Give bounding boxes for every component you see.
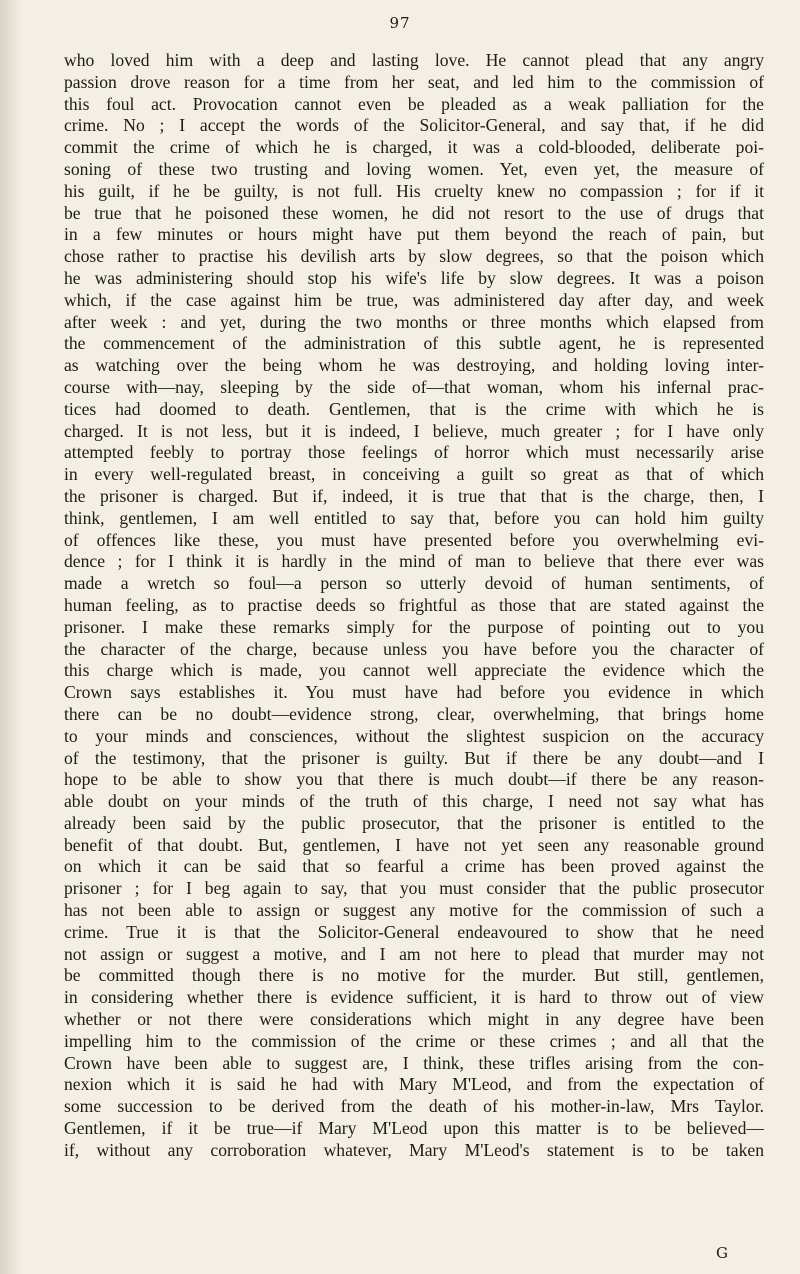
text-line: his guilt, if he be guilty, is not full. His cruelty knew no compassion ; for if it [64,180,764,201]
text-line: made a wretch so foul—a person so utterly devoid of human sentiments, of [64,573,764,594]
text-line: already been said by the public prosecutor, that the prisoner is entitled to the [64,812,764,833]
text-line: nexion which it is said he had with Mary M'Leod, and from the expectation of [64,1074,764,1095]
text-line: attempted feebly to portray those feelings of horror which must necessarily arise [64,442,764,463]
text-line: on which it can be said that so fearful a crime has been proved against the [64,856,764,877]
text-line: human feeling, as to practise deeds so frightful as those that are stated against the [64,594,764,615]
text-line: charged. It is not less, but it is indeed, I believe, much greater ; for I have only [64,420,764,441]
body-text [64,50,764,1162]
text-line: the character of the charge, because unless you have before you the character of [64,638,764,659]
text-line: not assign or suggest a motive, and I am not here to plead that murder may not [64,943,764,964]
text-line: if, without any corroboration whatever, Mary M'Leod's statement is to be taken [64,1139,764,1160]
text-line: some succession to be derived from the death of his mother-in-law, Mrs Taylor. [64,1096,764,1117]
text-line: prisoner. I make these remarks simply for the purpose of pointing out to you [64,616,764,637]
text-line: chose rather to practise his devilish arts by slow degrees, so that the poison which [64,246,764,267]
text-line: soning of these two trusting and loving women. Yet, even yet, the measure of [64,158,764,179]
text-line: tices had doomed to death. Gentlemen, that is the crime with which he is [64,398,764,419]
text-line: crime. No ; I accept the words of the Solicitor-General, and say that, if he did [64,115,764,136]
text-line: be true that he poisoned these women, he did not resort to the use of drugs that [64,202,764,223]
page-number: 97 [389,14,411,32]
text-line: this charge which is made, you cannot well appreciate the evidence which the [64,660,764,681]
text-line: which, if the case against him be true, was administered day after day, and week [64,289,764,310]
text-line: in every well-regulated breast, in conceiving a guilt so great as that of which [64,464,764,485]
text-line: the commencement of the administration of this subtle agent, he is represented [64,333,764,354]
signature-mark: G [716,1244,728,1262]
text-line: impelling him to the commission of the crime or these crimes ; and all that the [64,1030,764,1051]
text-line: he was administering should stop his wife's life by slow degrees. It was a poison [64,267,764,288]
text-line: be committed though there is no motive for the murder. But still, gentlemen, [64,965,764,986]
text-line: able doubt on your minds of the truth of this charge, I need not say what has [64,791,764,812]
text-line: this foul act. Provocation cannot even be pleaded as a weak palliation for the [64,93,764,114]
text-line: commit the crime of which he is charged, it was a cold-blooded, deliberate poi- [64,137,764,158]
text-line: whether or not there were considerations which might in any degree have been [64,1009,764,1030]
text-line: Crown says establishes it. You must have had before you evidence in which [64,682,764,703]
text-line: Gentlemen, if it be true—if Mary M'Leod upon this matter is to be believed— [64,1118,764,1139]
text-line: of the testimony, that the prisoner is guilty. But if there be any doubt—and I [64,747,764,768]
text-line: of offences like these, you must have presented before you overwhelming evi- [64,529,764,550]
text-line: dence ; for I think it is hardly in the mind of man to believe that there ever was [64,551,764,572]
text-line: who loved him with a deep and lasting love. He cannot plead that any angry [64,50,764,70]
text-line: course with—nay, sleeping by the side of—that woman, whom his infernal prac- [64,376,764,397]
text-line: passion drove reason for a time from her seat, and led him to the commission of [64,71,764,92]
text-line: hope to be able to show you that there is much doubt—if there be any reason- [64,769,764,790]
text-line: has not been able to assign or suggest any motive for the commission of such a [64,900,764,921]
text-line: after week : and yet, during the two months or three months which elapsed from [64,311,764,332]
text-line: think, gentlemen, I am well entitled to say that, before you can hold him guilty [64,507,764,528]
text-line: to your minds and consciences, without the slightest suspicion on the accuracy [64,725,764,746]
text-line: benefit of that doubt. But, gentlemen, I have not yet seen any reasonable ground [64,834,764,855]
text-line: crime. True it is that the Solicitor-General endeavoured to show that he need [64,921,764,942]
text-line: as watching over the being whom he was destroying, and holding loving inter- [64,355,764,376]
text-line: Crown have been able to suggest are, I think, these trifles arising from the con- [64,1052,764,1073]
text-line: there can be no doubt—evidence strong, clear, overwhelming, that brings home [64,703,764,724]
text-line: in a few minutes or hours might have put them beyond the reach of pain, but [64,224,764,245]
text-line: prisoner ; for I beg again to say, that you must consider that the public prosecutor [64,878,764,899]
text-line: the prisoner is charged. But if, indeed, it is true that that is the charge, then, I [64,485,764,506]
text-line: in considering whether there is evidence sufficient, it is hard to throw out of view [64,987,764,1008]
page-edge-shadow [0,0,22,1274]
